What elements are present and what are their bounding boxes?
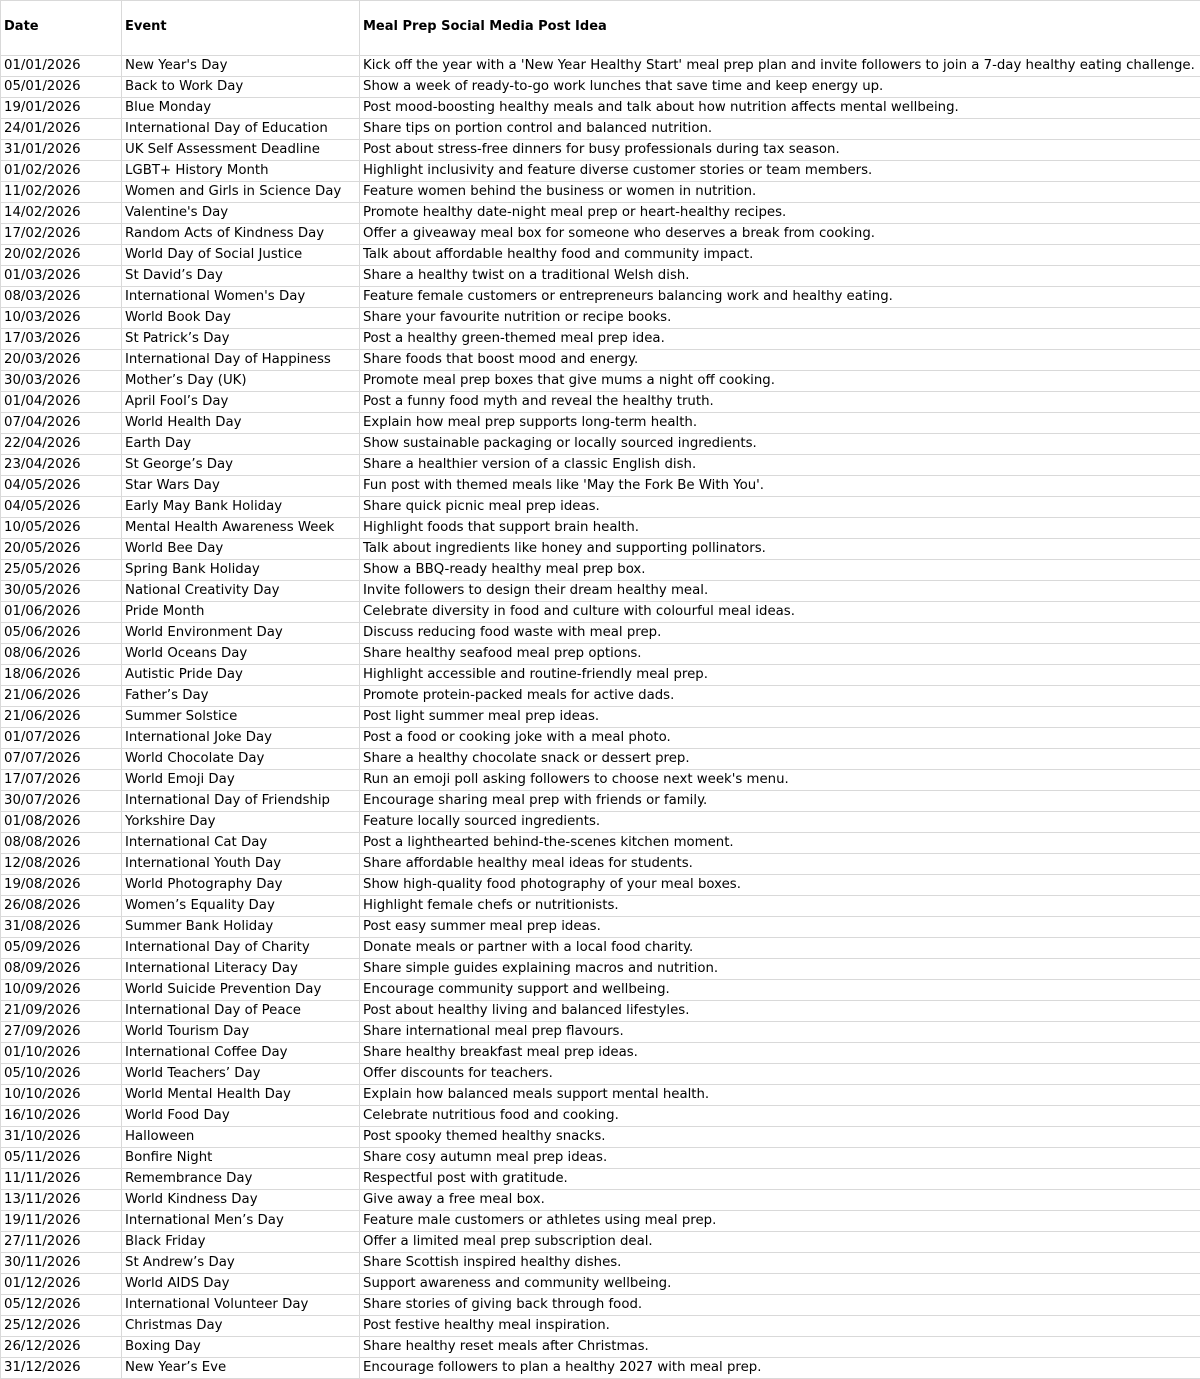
cell-date[interactable]: 31/01/2026 xyxy=(1,140,122,161)
header-row xyxy=(1,1,1200,56)
cell-date[interactable]: 10/09/2026 xyxy=(1,980,122,1001)
cell-date[interactable]: 20/05/2026 xyxy=(1,539,122,560)
cell-post-idea[interactable]: Post light summer meal prep ideas. xyxy=(360,707,1200,728)
cell-event[interactable]: Summer Bank Holiday xyxy=(122,917,360,938)
cell-post-idea[interactable]: Talk about ingredients like honey and supporting pollinators. xyxy=(360,539,1200,560)
cell-event[interactable]: Autistic Pride Day xyxy=(122,665,360,686)
table-row xyxy=(1,581,1200,602)
cell-event[interactable]: Valentine's Day xyxy=(122,203,360,224)
cell-date[interactable]: 23/04/2026 xyxy=(1,455,122,476)
cell-date[interactable]: 25/12/2026 xyxy=(1,1316,122,1337)
cell-date[interactable]: 30/03/2026 xyxy=(1,371,122,392)
cell-date[interactable]: 01/06/2026 xyxy=(1,602,122,623)
cell-post-idea[interactable]: Highlight female chefs or nutritionists. xyxy=(360,896,1200,917)
cell-date[interactable]: 04/05/2026 xyxy=(1,497,122,518)
cell-post-idea[interactable]: Share healthy seafood meal prep options. xyxy=(360,644,1200,665)
cell-post-idea[interactable]: Post about healthy living and balanced lifestyles. xyxy=(360,1001,1200,1022)
table-row xyxy=(1,497,1200,518)
cell-event[interactable]: LGBT+ History Month xyxy=(122,161,360,182)
cell-date[interactable]: 08/09/2026 xyxy=(1,959,122,980)
cell-post-idea[interactable]: Share a healthy twist on a traditional Welsh dish. xyxy=(360,266,1200,287)
cell-date[interactable]: 01/10/2026 xyxy=(1,1043,122,1064)
cell-event[interactable]: Yorkshire Day xyxy=(122,812,360,833)
cell-event[interactable]: World Mental Health Day xyxy=(122,1085,360,1106)
cell-event[interactable]: Mental Health Awareness Week xyxy=(122,518,360,539)
cell-event[interactable]: Blue Monday xyxy=(122,98,360,119)
cell-post-idea[interactable]: Share tips on portion control and balanced nutrition. xyxy=(360,119,1200,140)
cell-post-idea[interactable]: Post easy summer meal prep ideas. xyxy=(360,917,1200,938)
cell-event[interactable]: International Literacy Day xyxy=(122,959,360,980)
cell-date[interactable]: 19/08/2026 xyxy=(1,875,122,896)
cell-post-idea[interactable]: Celebrate nutritious food and cooking. xyxy=(360,1106,1200,1127)
cell-event[interactable]: Women and Girls in Science Day xyxy=(122,182,360,203)
table-row xyxy=(1,98,1200,119)
table-row xyxy=(1,182,1200,203)
cell-date[interactable]: 07/07/2026 xyxy=(1,749,122,770)
table-row xyxy=(1,1337,1200,1358)
table-row xyxy=(1,1232,1200,1253)
cell-date[interactable]: 05/11/2026 xyxy=(1,1148,122,1169)
cell-event[interactable]: St George’s Day xyxy=(122,455,360,476)
cell-event[interactable]: St Patrick’s Day xyxy=(122,329,360,350)
header-event[interactable]: Event xyxy=(122,1,360,56)
cell-post-idea[interactable]: Highlight inclusivity and feature diverse customer stories or team members. xyxy=(360,161,1200,182)
table-row xyxy=(1,1064,1200,1085)
cell-date[interactable]: 30/07/2026 xyxy=(1,791,122,812)
cell-post-idea[interactable]: Promote meal prep boxes that give mums a night off cooking. xyxy=(360,371,1200,392)
cell-post-idea[interactable]: Respectful post with gratitude. xyxy=(360,1169,1200,1190)
table-row xyxy=(1,1169,1200,1190)
cell-post-idea[interactable]: Highlight foods that support brain health. xyxy=(360,518,1200,539)
cell-date[interactable]: 19/11/2026 xyxy=(1,1211,122,1232)
cell-date[interactable]: 01/08/2026 xyxy=(1,812,122,833)
table-row xyxy=(1,140,1200,161)
cell-event[interactable]: World Food Day xyxy=(122,1106,360,1127)
cell-post-idea[interactable]: Post a healthy green-themed meal prep idea. xyxy=(360,329,1200,350)
cell-event[interactable]: Christmas Day xyxy=(122,1316,360,1337)
cell-date[interactable]: 04/05/2026 xyxy=(1,476,122,497)
cell-post-idea[interactable]: Donate meals or partner with a local food charity. xyxy=(360,938,1200,959)
table-row xyxy=(1,602,1200,623)
table-row xyxy=(1,686,1200,707)
cell-event[interactable]: Pride Month xyxy=(122,602,360,623)
cell-post-idea[interactable]: Post festive healthy meal inspiration. xyxy=(360,1316,1200,1337)
cell-date[interactable]: 31/12/2026 xyxy=(1,1358,122,1379)
cell-date[interactable]: 05/06/2026 xyxy=(1,623,122,644)
table-row xyxy=(1,560,1200,581)
cell-date[interactable]: 01/07/2026 xyxy=(1,728,122,749)
cell-post-idea[interactable]: Offer a limited meal prep subscription deal. xyxy=(360,1232,1200,1253)
cell-date[interactable]: 01/01/2026 xyxy=(1,56,122,77)
table-row xyxy=(1,644,1200,665)
cell-event[interactable]: World Day of Social Justice xyxy=(122,245,360,266)
table-row xyxy=(1,1085,1200,1106)
table-row xyxy=(1,308,1200,329)
table-row xyxy=(1,1022,1200,1043)
cell-event[interactable]: Back to Work Day xyxy=(122,77,360,98)
cell-date[interactable]: 17/02/2026 xyxy=(1,224,122,245)
cell-event[interactable]: UK Self Assessment Deadline xyxy=(122,140,360,161)
cell-event[interactable]: International Women's Day xyxy=(122,287,360,308)
cell-post-idea[interactable]: Feature locally sourced ingredients. xyxy=(360,812,1200,833)
table-row xyxy=(1,245,1200,266)
cell-date[interactable]: 22/04/2026 xyxy=(1,434,122,455)
cell-post-idea[interactable]: Post a lighthearted behind-the-scenes kitchen moment. xyxy=(360,833,1200,854)
table-row xyxy=(1,875,1200,896)
cell-date[interactable]: 11/02/2026 xyxy=(1,182,122,203)
cell-date[interactable]: 05/09/2026 xyxy=(1,938,122,959)
table-row xyxy=(1,329,1200,350)
cell-date[interactable]: 10/10/2026 xyxy=(1,1085,122,1106)
cell-date[interactable]: 21/06/2026 xyxy=(1,686,122,707)
cell-event[interactable]: Summer Solstice xyxy=(122,707,360,728)
cell-date[interactable]: 27/09/2026 xyxy=(1,1022,122,1043)
cell-post-idea[interactable]: Support awareness and community wellbeing. xyxy=(360,1274,1200,1295)
cell-event[interactable]: International Men’s Day xyxy=(122,1211,360,1232)
table-row xyxy=(1,1211,1200,1232)
cell-event[interactable]: April Fool’s Day xyxy=(122,392,360,413)
cell-event[interactable]: World Kindness Day xyxy=(122,1190,360,1211)
cell-post-idea[interactable]: Share cosy autumn meal prep ideas. xyxy=(360,1148,1200,1169)
cell-event[interactable]: World AIDS Day xyxy=(122,1274,360,1295)
cell-event[interactable]: Women’s Equality Day xyxy=(122,896,360,917)
table-row xyxy=(1,161,1200,182)
cell-post-idea[interactable]: Post spooky themed healthy snacks. xyxy=(360,1127,1200,1148)
cell-event[interactable]: World Tourism Day xyxy=(122,1022,360,1043)
table-row xyxy=(1,518,1200,539)
table-row xyxy=(1,413,1200,434)
cell-event[interactable]: World Suicide Prevention Day xyxy=(122,980,360,1001)
table-row xyxy=(1,1190,1200,1211)
table-row xyxy=(1,917,1200,938)
table-row xyxy=(1,1106,1200,1127)
cell-post-idea[interactable]: Post about stress-free dinners for busy professionals during tax season. xyxy=(360,140,1200,161)
cell-post-idea[interactable]: Explain how balanced meals support mental health. xyxy=(360,1085,1200,1106)
cell-event[interactable]: Mother’s Day (UK) xyxy=(122,371,360,392)
cell-post-idea[interactable]: Show a BBQ-ready healthy meal prep box. xyxy=(360,560,1200,581)
cell-event[interactable]: International Day of Charity xyxy=(122,938,360,959)
cell-post-idea[interactable]: Give away a free meal box. xyxy=(360,1190,1200,1211)
cell-date[interactable]: 05/10/2026 xyxy=(1,1064,122,1085)
table-row xyxy=(1,455,1200,476)
cell-event[interactable]: International Volunteer Day xyxy=(122,1295,360,1316)
cell-event[interactable]: Boxing Day xyxy=(122,1337,360,1358)
cell-event[interactable]: International Joke Day xyxy=(122,728,360,749)
table-row xyxy=(1,1001,1200,1022)
cell-event[interactable]: World Photography Day xyxy=(122,875,360,896)
table-row xyxy=(1,371,1200,392)
cell-date[interactable]: 30/05/2026 xyxy=(1,581,122,602)
cell-event[interactable]: World Bee Day xyxy=(122,539,360,560)
table-row xyxy=(1,287,1200,308)
cell-date[interactable]: 10/05/2026 xyxy=(1,518,122,539)
table-row xyxy=(1,1127,1200,1148)
cell-event[interactable]: International Youth Day xyxy=(122,854,360,875)
table-row xyxy=(1,770,1200,791)
header-date[interactable]: Date xyxy=(1,1,122,56)
cell-post-idea[interactable]: Run an emoji poll asking followers to choose next week's menu. xyxy=(360,770,1200,791)
cell-event[interactable]: World Environment Day xyxy=(122,623,360,644)
cell-post-idea[interactable]: Promote healthy date-night meal prep or heart-healthy recipes. xyxy=(360,203,1200,224)
table-row xyxy=(1,476,1200,497)
cell-date[interactable]: 12/08/2026 xyxy=(1,854,122,875)
cell-post-idea[interactable]: Share healthy reset meals after Christmas. xyxy=(360,1337,1200,1358)
table-row xyxy=(1,980,1200,1001)
cell-post-idea[interactable]: Post mood-boosting healthy meals and talk about how nutrition affects mental wellbeing. xyxy=(360,98,1200,119)
table-row xyxy=(1,392,1200,413)
cell-post-idea[interactable]: Talk about affordable healthy food and community impact. xyxy=(360,245,1200,266)
cell-date[interactable]: 31/10/2026 xyxy=(1,1127,122,1148)
table-row xyxy=(1,224,1200,245)
cell-event[interactable]: Bonfire Night xyxy=(122,1148,360,1169)
cell-date[interactable]: 05/01/2026 xyxy=(1,77,122,98)
cell-post-idea[interactable]: Celebrate diversity in food and culture with colourful meal ideas. xyxy=(360,602,1200,623)
cell-date[interactable]: 20/03/2026 xyxy=(1,350,122,371)
table-row xyxy=(1,833,1200,854)
cell-post-idea[interactable]: Show sustainable packaging or locally sourced ingredients. xyxy=(360,434,1200,455)
cell-event[interactable]: New Year's Day xyxy=(122,56,360,77)
cell-post-idea[interactable]: Post a funny food myth and reveal the healthy truth. xyxy=(360,392,1200,413)
cell-event[interactable]: World Health Day xyxy=(122,413,360,434)
table-row xyxy=(1,1316,1200,1337)
table-row xyxy=(1,665,1200,686)
table-row xyxy=(1,56,1200,77)
cell-date[interactable]: 27/11/2026 xyxy=(1,1232,122,1253)
cell-post-idea[interactable]: Share your favourite nutrition or recipe books. xyxy=(360,308,1200,329)
table-row xyxy=(1,728,1200,749)
cell-post-idea[interactable]: Share affordable healthy meal ideas for students. xyxy=(360,854,1200,875)
cell-event[interactable]: World Teachers’ Day xyxy=(122,1064,360,1085)
cell-post-idea[interactable]: Explain how meal prep supports long-term health. xyxy=(360,413,1200,434)
cell-post-idea[interactable]: Promote protein-packed meals for active dads. xyxy=(360,686,1200,707)
cell-post-idea[interactable]: Offer discounts for teachers. xyxy=(360,1064,1200,1085)
cell-date[interactable]: 21/06/2026 xyxy=(1,707,122,728)
cell-post-idea[interactable]: Kick off the year with a 'New Year Healthy Start' meal prep plan and invite followers to join a 7-day healthy eating challenge. xyxy=(360,56,1200,77)
table-row xyxy=(1,854,1200,875)
cell-date[interactable]: 19/01/2026 xyxy=(1,98,122,119)
cell-date[interactable]: 11/11/2026 xyxy=(1,1169,122,1190)
cell-date[interactable]: 26/08/2026 xyxy=(1,896,122,917)
cell-event[interactable]: Earth Day xyxy=(122,434,360,455)
table-row xyxy=(1,1274,1200,1295)
cell-post-idea[interactable]: Highlight accessible and routine-friendly meal prep. xyxy=(360,665,1200,686)
cell-event[interactable]: National Creativity Day xyxy=(122,581,360,602)
cell-post-idea[interactable]: Share a healthy chocolate snack or dessert prep. xyxy=(360,749,1200,770)
cell-event[interactable]: Spring Bank Holiday xyxy=(122,560,360,581)
table-row xyxy=(1,1148,1200,1169)
cell-post-idea[interactable]: Post a food or cooking joke with a meal photo. xyxy=(360,728,1200,749)
cell-event[interactable]: New Year’s Eve xyxy=(122,1358,360,1379)
cell-post-idea[interactable]: Share international meal prep flavours. xyxy=(360,1022,1200,1043)
cell-date[interactable]: 14/02/2026 xyxy=(1,203,122,224)
cell-event[interactable]: International Day of Education xyxy=(122,119,360,140)
table-row xyxy=(1,266,1200,287)
cell-date[interactable]: 20/02/2026 xyxy=(1,245,122,266)
table-row xyxy=(1,1295,1200,1316)
table-row xyxy=(1,896,1200,917)
cell-date[interactable]: 10/03/2026 xyxy=(1,308,122,329)
table-row xyxy=(1,1253,1200,1274)
cell-date[interactable]: 08/03/2026 xyxy=(1,287,122,308)
cell-event[interactable]: International Day of Happiness xyxy=(122,350,360,371)
cell-date[interactable]: 13/11/2026 xyxy=(1,1190,122,1211)
cell-post-idea[interactable]: Share foods that boost mood and energy. xyxy=(360,350,1200,371)
cell-event[interactable]: World Chocolate Day xyxy=(122,749,360,770)
cell-date[interactable]: 26/12/2026 xyxy=(1,1337,122,1358)
cell-date[interactable]: 01/12/2026 xyxy=(1,1274,122,1295)
cell-post-idea[interactable]: Invite followers to design their dream healthy meal. xyxy=(360,581,1200,602)
table-row xyxy=(1,350,1200,371)
cell-date[interactable]: 18/06/2026 xyxy=(1,665,122,686)
cell-date[interactable]: 01/02/2026 xyxy=(1,161,122,182)
cell-date[interactable]: 17/03/2026 xyxy=(1,329,122,350)
cell-post-idea[interactable]: Encourage sharing meal prep with friends or family. xyxy=(360,791,1200,812)
cell-date[interactable]: 08/08/2026 xyxy=(1,833,122,854)
cell-event[interactable]: International Coffee Day xyxy=(122,1043,360,1064)
table-row xyxy=(1,539,1200,560)
cell-event[interactable]: St Andrew’s Day xyxy=(122,1253,360,1274)
cell-event[interactable]: Star Wars Day xyxy=(122,476,360,497)
cell-date[interactable]: 08/06/2026 xyxy=(1,644,122,665)
cell-post-idea[interactable]: Discuss reducing food waste with meal prep. xyxy=(360,623,1200,644)
cell-post-idea[interactable]: Share quick picnic meal prep ideas. xyxy=(360,497,1200,518)
cell-post-idea[interactable]: Share healthy breakfast meal prep ideas. xyxy=(360,1043,1200,1064)
table-row xyxy=(1,623,1200,644)
cell-post-idea[interactable]: Feature male customers or athletes using meal prep. xyxy=(360,1211,1200,1232)
cell-date[interactable]: 07/04/2026 xyxy=(1,413,122,434)
table-row xyxy=(1,203,1200,224)
cell-event[interactable]: Early May Bank Holiday xyxy=(122,497,360,518)
cell-event[interactable]: Halloween xyxy=(122,1127,360,1148)
table-row xyxy=(1,791,1200,812)
table-row xyxy=(1,938,1200,959)
table-row xyxy=(1,1043,1200,1064)
cell-post-idea[interactable]: Share a healthier version of a classic English dish. xyxy=(360,455,1200,476)
cell-post-idea[interactable]: Show a week of ready-to-go work lunches that save time and keep energy up. xyxy=(360,77,1200,98)
cell-date[interactable]: 21/09/2026 xyxy=(1,1001,122,1022)
table-row xyxy=(1,812,1200,833)
cell-date[interactable]: 30/11/2026 xyxy=(1,1253,122,1274)
cell-post-idea[interactable]: Offer a giveaway meal box for someone who deserves a break from cooking. xyxy=(360,224,1200,245)
cell-date[interactable]: 31/08/2026 xyxy=(1,917,122,938)
table-row xyxy=(1,77,1200,98)
cell-post-idea[interactable]: Share stories of giving back through food. xyxy=(360,1295,1200,1316)
cell-date[interactable]: 16/10/2026 xyxy=(1,1106,122,1127)
cell-event[interactable]: World Emoji Day xyxy=(122,770,360,791)
table-row xyxy=(1,1358,1200,1379)
cell-event[interactable]: Father’s Day xyxy=(122,686,360,707)
header-post-idea[interactable]: Meal Prep Social Media Post Idea xyxy=(360,1,1200,56)
cell-post-idea[interactable]: Feature women behind the business or women in nutrition. xyxy=(360,182,1200,203)
cell-event[interactable]: International Day of Peace xyxy=(122,1001,360,1022)
cell-event[interactable]: St David’s Day xyxy=(122,266,360,287)
cell-event[interactable]: World Oceans Day xyxy=(122,644,360,665)
cell-event[interactable]: World Book Day xyxy=(122,308,360,329)
cell-event[interactable]: Remembrance Day xyxy=(122,1169,360,1190)
table-row xyxy=(1,959,1200,980)
cell-date[interactable]: 01/04/2026 xyxy=(1,392,122,413)
cell-date[interactable]: 05/12/2026 xyxy=(1,1295,122,1316)
cell-post-idea[interactable]: Encourage community support and wellbeing. xyxy=(360,980,1200,1001)
cell-post-idea[interactable]: Show high-quality food photography of your meal boxes. xyxy=(360,875,1200,896)
cell-event[interactable]: International Cat Day xyxy=(122,833,360,854)
cell-date[interactable]: 01/03/2026 xyxy=(1,266,122,287)
cell-post-idea[interactable]: Share simple guides explaining macros and nutrition. xyxy=(360,959,1200,980)
table-row xyxy=(1,707,1200,728)
cell-date[interactable]: 17/07/2026 xyxy=(1,770,122,791)
table-row xyxy=(1,749,1200,770)
cell-post-idea[interactable]: Share Scottish inspired healthy dishes. xyxy=(360,1253,1200,1274)
cell-event[interactable]: International Day of Friendship xyxy=(122,791,360,812)
cell-event[interactable]: Random Acts of Kindness Day xyxy=(122,224,360,245)
table-row xyxy=(1,119,1200,140)
cell-post-idea[interactable]: Feature female customers or entrepreneurs balancing work and healthy eating. xyxy=(360,287,1200,308)
cell-date[interactable]: 25/05/2026 xyxy=(1,560,122,581)
cell-post-idea[interactable]: Encourage followers to plan a healthy 2027 with meal prep. xyxy=(360,1358,1200,1379)
cell-post-idea[interactable]: Fun post with themed meals like 'May the Fork Be With You'. xyxy=(360,476,1200,497)
cell-event[interactable]: Black Friday xyxy=(122,1232,360,1253)
table-row xyxy=(1,434,1200,455)
cell-date[interactable]: 24/01/2026 xyxy=(1,119,122,140)
